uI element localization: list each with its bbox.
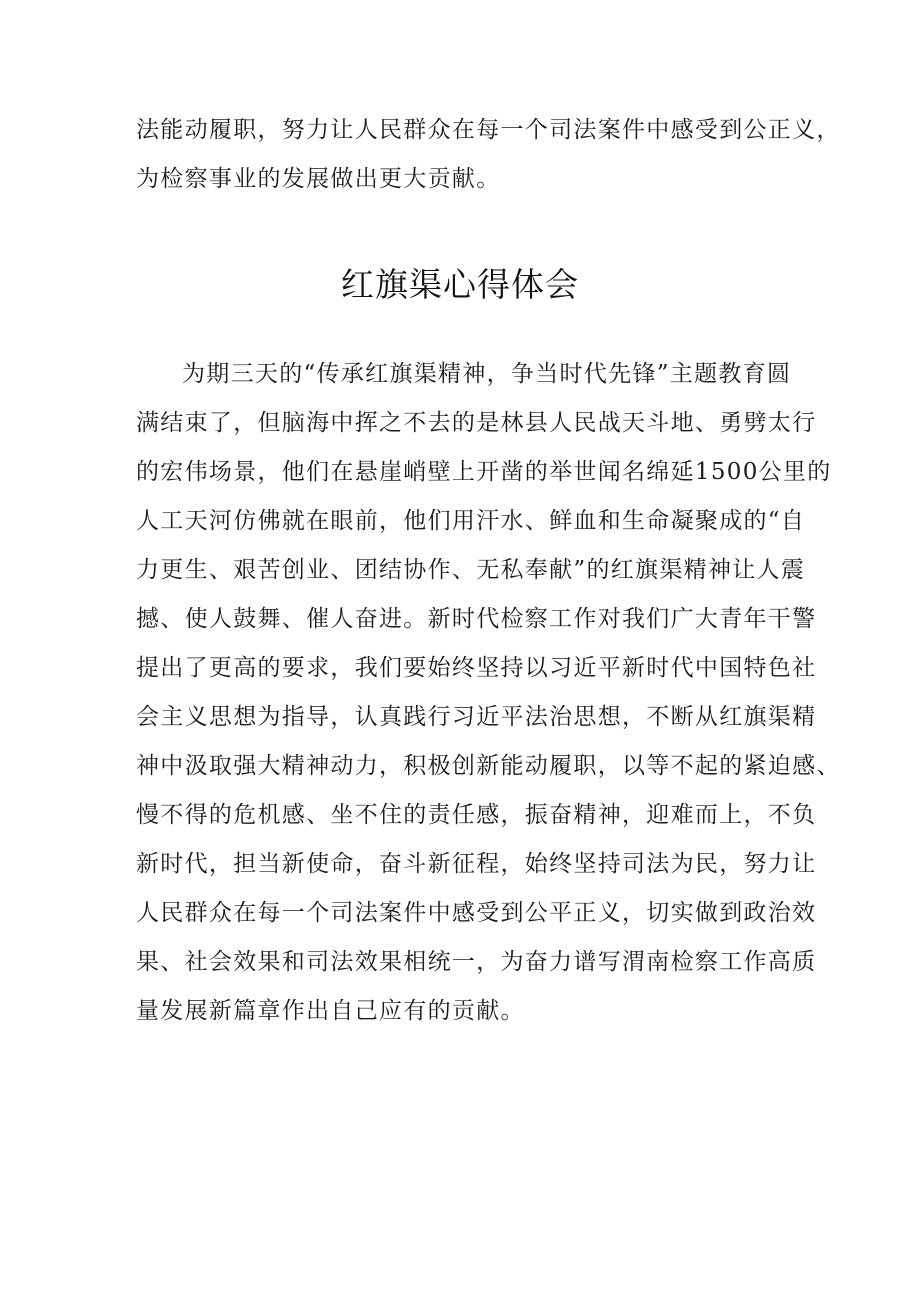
article-line-10: 慢不得的危机感、坐不住的责任感，振奋精神，迎难而上，不负 — [136, 802, 817, 828]
article-line-2: 满结束了，但脑海中挥之不去的是林县人民战天斗地、勇劈太行 — [136, 410, 817, 436]
article-line-1: 为期三天的“传承红旗渠精神，争当时代先锋”主题教育圆 — [182, 361, 792, 387]
article-line-5: 力更生、艰苦创业、团结协作、无私奉献”的红旗渠精神让人震 — [136, 557, 806, 583]
article-line-9: 神中汲取强大精神动力，积极创新能动履职，以等不起的紧迫感、 — [136, 753, 841, 779]
article-line-8: 会主义思想为指导，认真践行习近平法治思想，不断从红旗渠精 — [136, 704, 817, 730]
article-line-13: 果、社会效果和司法效果相统一，为奋力谱写渭南检察工作高质 — [136, 949, 817, 975]
article-line-6: 撼、使人鼓舞、催人奋进。新时代检察工作对我们广大青年干警 — [136, 606, 817, 632]
article-line-4: 人工天河仿佛就在眼前，他们用汗水、鲜血和生命凝聚成的“自 — [136, 508, 806, 534]
article-line-3: 的宏伟场景，他们在悬崖峭壁上开凿的举世闻名绵延1500公里的 — [136, 459, 832, 485]
article-line-7: 提出了更高的要求，我们要始终坚持以习近平新时代中国特色社 — [136, 655, 817, 681]
prev-section-line-1: 法能动履职，努力让人民群众在每一个司法案件中感受到公正义， — [136, 117, 841, 143]
article-title: 红旗渠心得体会 — [341, 265, 579, 304]
article-line-14: 量发展新篇章作出自己应有的贡献。 — [136, 998, 525, 1024]
prev-section-line-2: 为检察事业的发展做出更大贡献。 — [136, 166, 501, 192]
article-line-11: 新时代，担当新使命，奋斗新征程，始终坚持司法为民，努力让 — [136, 851, 817, 877]
article-line-12: 人民群众在每一个司法案件中感受到公平正义，切实做到政治效 — [136, 900, 817, 926]
